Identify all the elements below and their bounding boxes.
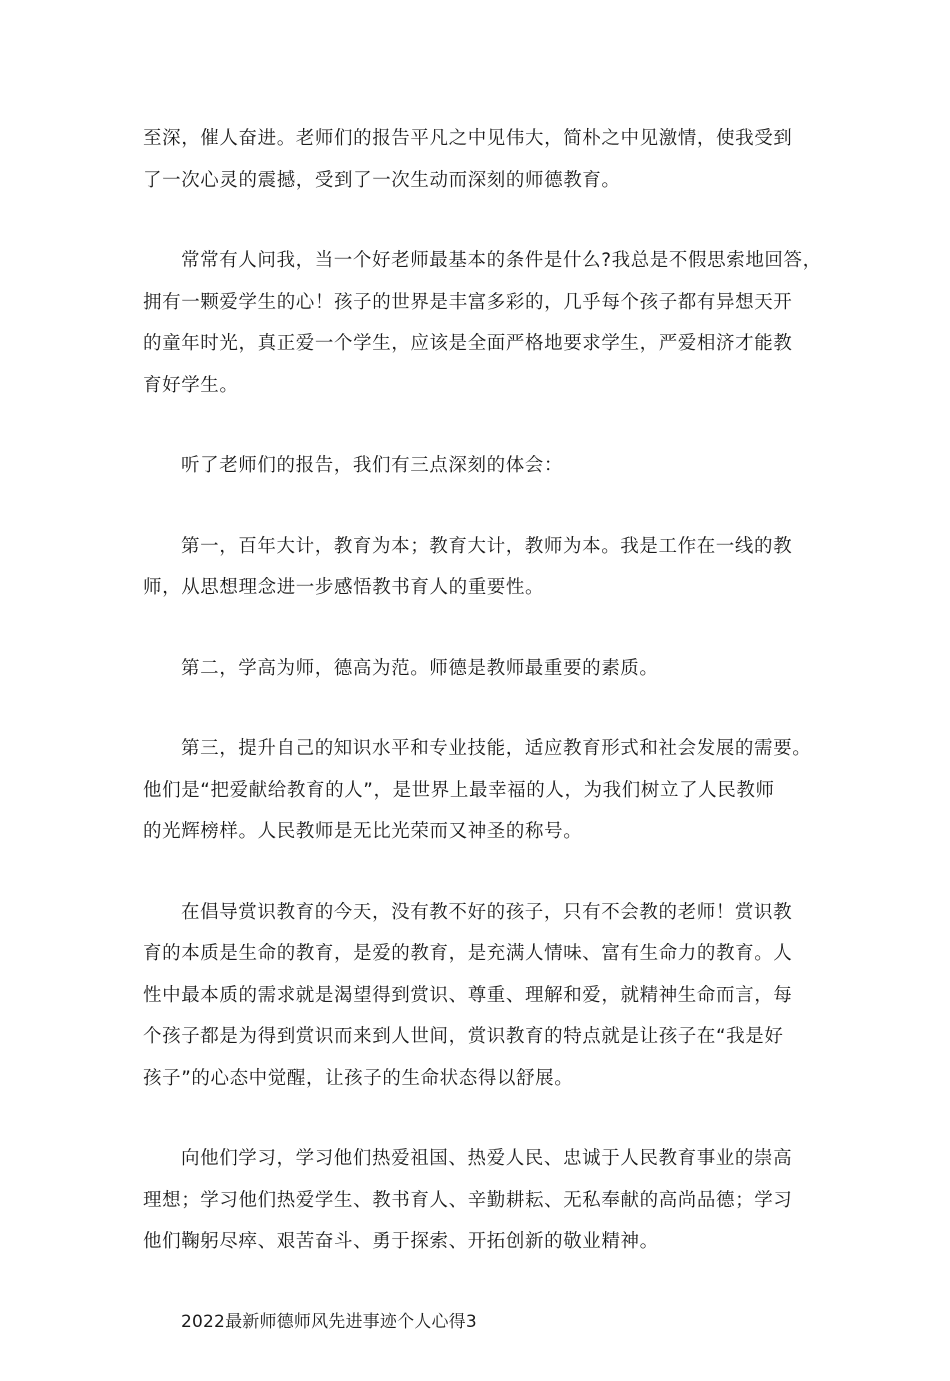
text-line: 在倡导赏识教育的今天，没有教不好的孩子，只有不会教的老师！赏识教 [181, 901, 793, 923]
text-line: 他们鞠躬尽瘁、艰苦奋斗、勇于探索、开拓创新的敬业精神。 [143, 1231, 659, 1252]
text-line: 了一次心灵的震撼，受到了一次生动而深刻的师德教育。 [143, 169, 621, 191]
text-line: 的童年时光，真正爱一个学生，应该是全面严格地要求学生，严爱相济才能教 [143, 333, 793, 354]
paragraph-8 [143, 1138, 807, 1263]
text-line: 孩子”的心态中觉醒，让孩子的生命状态得以舒展。 [143, 1067, 574, 1089]
text-line: 师，从思想理念进一步感悟教书育人的重要性。 [143, 577, 545, 598]
text-line: 第二，学高为师，德高为范。师德是教师最重要的素质。 [181, 657, 659, 679]
text-line: 个孩子都是为得到赏识而来到人世间，赏识教育的特点就是让孩子在“我是好 [143, 1026, 784, 1047]
paragraph-5 [143, 648, 807, 690]
text-line: 育好学生。 [143, 374, 239, 396]
text-line: 听了老师们的报告，我们有三点深刻的体会： [181, 455, 564, 476]
document-body [143, 118, 822, 1381]
paragraph-4 [143, 526, 807, 609]
text-line: 性中最本质的需求就是渴望得到赏识、尊重、理解和爱，就精神生命而言，每 [143, 984, 793, 1006]
paragraph-1 [143, 118, 807, 201]
paragraph-7 [143, 892, 807, 1100]
text-line: 常常有人问我，当一个好老师最基本的条件是什么?我总是不假思索地回答， [181, 250, 822, 271]
paragraph-6 [143, 728, 812, 853]
text-line: 第三，提升自己的知识水平和专业技能，适应教育形式和社会发展的需要。 [181, 738, 812, 759]
text-line: 第一，百年大计，教育为本；教育大计，教师为本。我是工作在一线的教 [181, 535, 793, 557]
text-line: 的光辉榜样。人民教师是无比光荣而又神圣的称号。 [143, 821, 583, 842]
text-line: 他们是“把爱献给教育的人”，是世界上最幸福的人，为我们树立了人民教师 [143, 779, 775, 801]
text-line: 向他们学习，学习他们热爱祖国、热爱人民、忠诚于人民教育事业的崇高 [181, 1148, 793, 1169]
text-line: 拥有一颗爱学生的心！孩子的世界是丰富多彩的，几乎每个孩子都有异想天开 [143, 291, 793, 313]
paragraph-3 [143, 445, 807, 487]
section-heading: 2022最新师德师风先进事迹个人心得3 [181, 1311, 477, 1332]
paragraph-2 [143, 240, 822, 406]
text-line: 育的本质是生命的教育，是爱的教育，是充满人情味、富有生命力的教育。人 [143, 943, 793, 964]
text-line: 至深，催人奋进。老师们的报告平凡之中见伟大，简朴之中见激情，使我受到 [143, 128, 793, 149]
text-line: 理想；学习他们热爱学生、教书育人、辛勤耕耘、无私奉献的高尚品德；学习 [143, 1189, 793, 1211]
